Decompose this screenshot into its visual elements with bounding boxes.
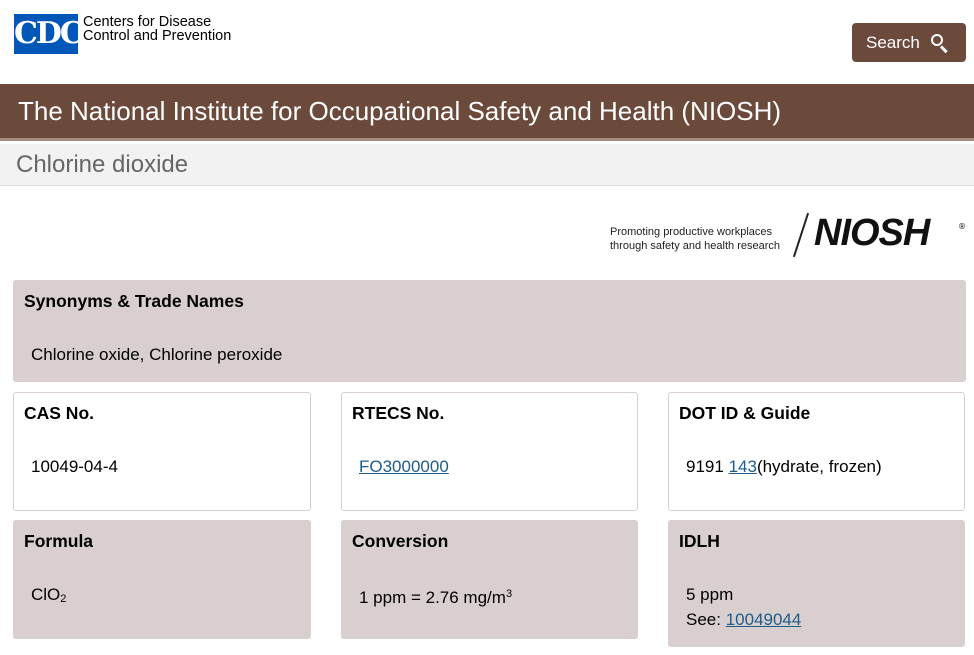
niosh-wordmark: NIOSH <box>814 212 930 254</box>
formula-label: Formula <box>24 531 94 551</box>
cas-label: CAS No. <box>24 403 94 423</box>
cdc-logo[interactable] <box>14 14 231 54</box>
cdc-logo-text <box>83 15 231 43</box>
rtecs-value <box>359 454 449 479</box>
conversion-text: 1 ppm = 2.76 mg/m <box>359 588 506 607</box>
niosh-logo <box>608 210 964 258</box>
rtecs-label: RTECS No. <box>352 403 445 423</box>
idlh-label: IDLH <box>679 531 720 551</box>
conversion-card <box>341 520 638 639</box>
formula-card <box>13 520 311 639</box>
formula-value <box>31 582 66 612</box>
rtecs-card <box>341 392 638 511</box>
dot-id: 9191 <box>686 457 724 476</box>
formula-subscript: 2 <box>60 593 67 605</box>
cdc-logo-line1: Centers for Disease <box>83 14 212 30</box>
synonyms-label: Synonyms & Trade Names <box>24 291 244 311</box>
dot-value <box>686 454 882 479</box>
idlh-value <box>686 582 801 632</box>
idlh-card <box>668 520 965 647</box>
search-button[interactable] <box>852 23 966 62</box>
registered-mark: ® <box>958 222 966 231</box>
site-header <box>0 0 974 84</box>
synonyms-card <box>13 280 966 382</box>
conversion-superscript: 3 <box>505 588 513 600</box>
formula-base: ClO <box>31 585 61 604</box>
page-title: Chlorine dioxide <box>16 151 189 178</box>
conversion-label: Conversion <box>352 531 449 551</box>
niosh-tagline-line1: Promoting productive workplaces <box>610 226 773 238</box>
niosh-tagline-line2: through safety and health research <box>610 240 781 252</box>
dot-guide-link[interactable]: 143 <box>728 457 757 476</box>
rtecs-link[interactable]: FO3000000 <box>359 457 449 476</box>
cdc-logo-line2: Control and Prevention <box>83 28 232 44</box>
cdc-logo-mark: CDC <box>14 14 78 54</box>
dot-card <box>668 392 965 511</box>
niosh-banner <box>0 84 974 141</box>
idlh-see <box>686 607 801 632</box>
idlh-see-prefix: See: <box>686 610 726 629</box>
search-icon <box>930 33 950 53</box>
idlh-ppm: 5 ppm <box>686 585 734 604</box>
synonyms-value: Chlorine oxide, Chlorine peroxide <box>31 345 283 364</box>
dot-note: (hydrate, frozen) <box>756 457 882 476</box>
cas-card <box>13 392 311 511</box>
niosh-tagline <box>610 225 780 253</box>
cas-value: 10049-04-4 <box>31 457 118 476</box>
conversion-value <box>359 582 512 610</box>
idlh-see-link[interactable]: 10049044 <box>725 610 802 629</box>
page-title-bar <box>0 144 974 186</box>
search-button-label: Search <box>866 32 920 52</box>
dot-label: DOT ID & Guide <box>679 403 811 423</box>
banner-title[interactable]: The National Institute for Occupational Safety and Health (NIOSH) <box>18 96 782 126</box>
niosh-slash <box>793 213 809 257</box>
